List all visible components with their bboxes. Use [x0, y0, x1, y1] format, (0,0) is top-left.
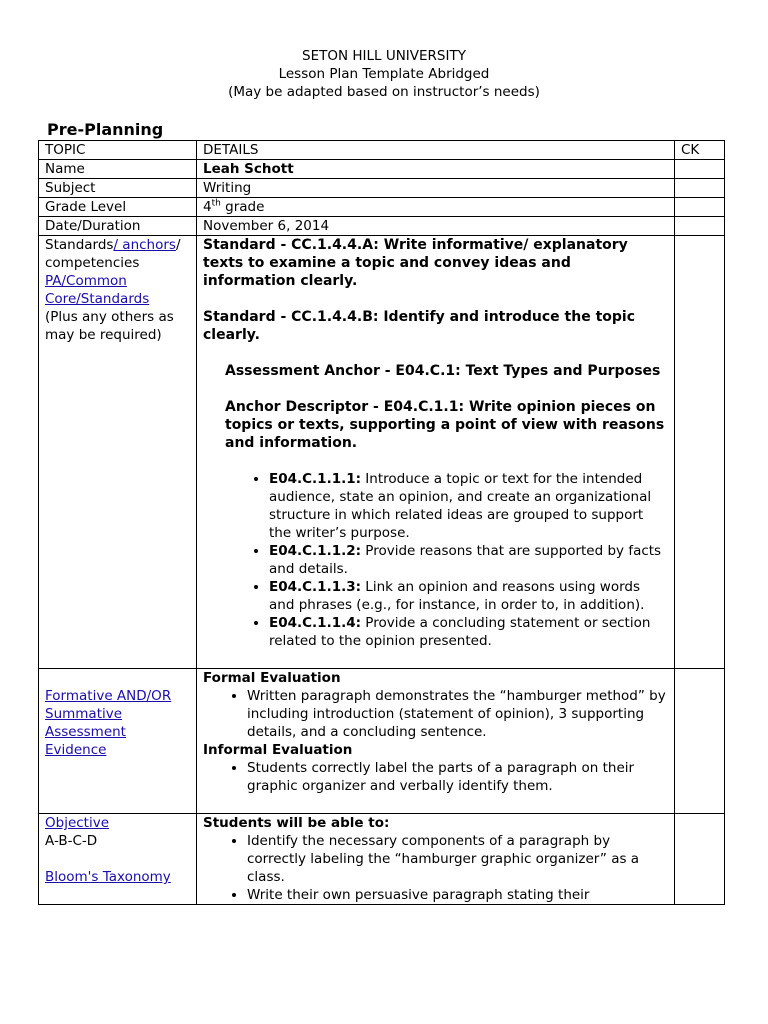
ck-cell: [675, 814, 725, 905]
grade-ordinal: th: [211, 198, 221, 209]
objective-heading: Students will be able to:: [203, 815, 390, 831]
date-label: Date/Duration: [39, 217, 197, 236]
list-item: • Identify the necessary components of a paragraph by correctly labeling the “hamburger graphic organizer” as a class.: [247, 832, 668, 886]
informal-evaluation-heading: Informal Evaluation: [203, 742, 353, 758]
eligible-text: Provide reasons that are supported by facts and details.: [269, 543, 662, 577]
competencies-label: / competencies: [45, 237, 181, 271]
table-header-row: [39, 141, 725, 160]
header-details: DETAILS: [197, 141, 675, 160]
assessment-row: [39, 669, 725, 814]
formal-evaluation-heading: Formal Evaluation: [203, 670, 341, 686]
ck-cell: [675, 160, 725, 179]
standards-row: [39, 236, 725, 669]
template-subtitle: (May be adapted based on instructor’s needs): [228, 84, 540, 100]
standards-details: [197, 236, 675, 669]
eligible-code: E04.C.1.1.3:: [269, 579, 362, 595]
table-row: [39, 160, 725, 179]
list-item: • Students correctly label the parts of a paragraph on their graphic organizer and verbally identify them.: [247, 759, 668, 795]
anchors-link[interactable]: / anchors: [113, 237, 176, 253]
objective-details: [197, 814, 675, 905]
list-item: • Write their own persuasive paragraph stating their: [247, 886, 668, 904]
objective-topic: [39, 814, 197, 905]
grade-suffix: grade: [220, 199, 265, 215]
eligible-text: Introduce a topic or text for the intended audience, state an opinion, and create an organizational structure in which related ideas are grouped to support the writer’s purpose.: [269, 471, 652, 541]
eligible-code: E04.C.1.1.4:: [269, 615, 362, 631]
eligible-content-list: [203, 470, 668, 650]
table-row: [39, 217, 725, 236]
table-row: [39, 198, 725, 217]
blooms-taxonomy-link[interactable]: Bloom's Taxonomy: [45, 869, 171, 885]
list-item: [269, 578, 668, 614]
list-item: [269, 614, 668, 650]
document-header: [0, 47, 768, 101]
eligible-text: Link an opinion and reasons using words and phrases (e.g., for instance, in order to, in addition).: [269, 579, 645, 613]
objective-list: [203, 832, 668, 904]
lesson-plan-table: [38, 140, 725, 905]
list-item: [269, 470, 668, 542]
table-row: [39, 179, 725, 198]
name-value: Leah Schott: [197, 160, 675, 179]
subject-label: Subject: [39, 179, 197, 198]
grade-number: 4: [203, 199, 212, 215]
assessment-anchor: Assessment Anchor - E04.C.1: Text Types and Purposes: [225, 363, 661, 379]
template-title: Lesson Plan Template Abridged: [278, 66, 490, 82]
subject-value: Writing: [197, 179, 675, 198]
grade-value: [197, 198, 675, 217]
ck-cell: [675, 198, 725, 217]
ck-cell: [675, 669, 725, 814]
objective-row: [39, 814, 725, 905]
list-item: • Written paragraph demonstrates the “hamburger method” by including introduction (statement of opinion), 3 supporting details, and a concluding sentence.: [247, 687, 668, 741]
anchor-descriptor: Anchor Descriptor - E04.C.1.1: Write opinion pieces on topics or texts, supporting a point of view with reasons and information.: [225, 399, 665, 451]
eligible-text: Provide a concluding statement or section related to the opinion presented.: [269, 615, 651, 649]
date-value: November 6, 2014: [197, 217, 675, 236]
standard-a: Standard - CC.1.4.4.A: Write informative/ explanatory texts to examine a topic and convey ideas and information clearly.: [203, 237, 628, 289]
pa-common-core-link[interactable]: PA/Common Core/Standards: [45, 273, 150, 307]
standard-b: Standard - CC.1.4.4.B: Identify and introduce the topic clearly.: [203, 309, 636, 343]
informal-evaluation-list: [203, 759, 668, 795]
standards-note: (Plus any others as may be required): [45, 309, 174, 343]
assessment-details: [197, 669, 675, 814]
abcd-label: A-B-C-D: [45, 833, 98, 849]
standards-label: Standards: [45, 237, 114, 253]
standards-topic: [39, 236, 197, 669]
ck-cell: [675, 179, 725, 198]
eligible-code: E04.C.1.1.1:: [269, 471, 362, 487]
section-title: Pre-Planning: [47, 120, 164, 139]
assessment-topic: [39, 669, 197, 814]
ck-cell: [675, 236, 725, 669]
university-name: SETON HILL UNIVERSITY: [302, 48, 466, 64]
name-label: Name: [39, 160, 197, 179]
eligible-code: E04.C.1.1.2:: [269, 543, 362, 559]
objective-link[interactable]: Objective: [45, 815, 110, 831]
list-item: [269, 542, 668, 578]
assessment-evidence-link[interactable]: Formative AND/OR Summative Assessment Evidence: [45, 688, 172, 758]
header-ck: CK: [675, 141, 725, 160]
ck-cell: [675, 217, 725, 236]
header-topic: TOPIC: [39, 141, 197, 160]
grade-label: Grade Level: [39, 198, 197, 217]
formal-evaluation-list: [203, 687, 668, 741]
